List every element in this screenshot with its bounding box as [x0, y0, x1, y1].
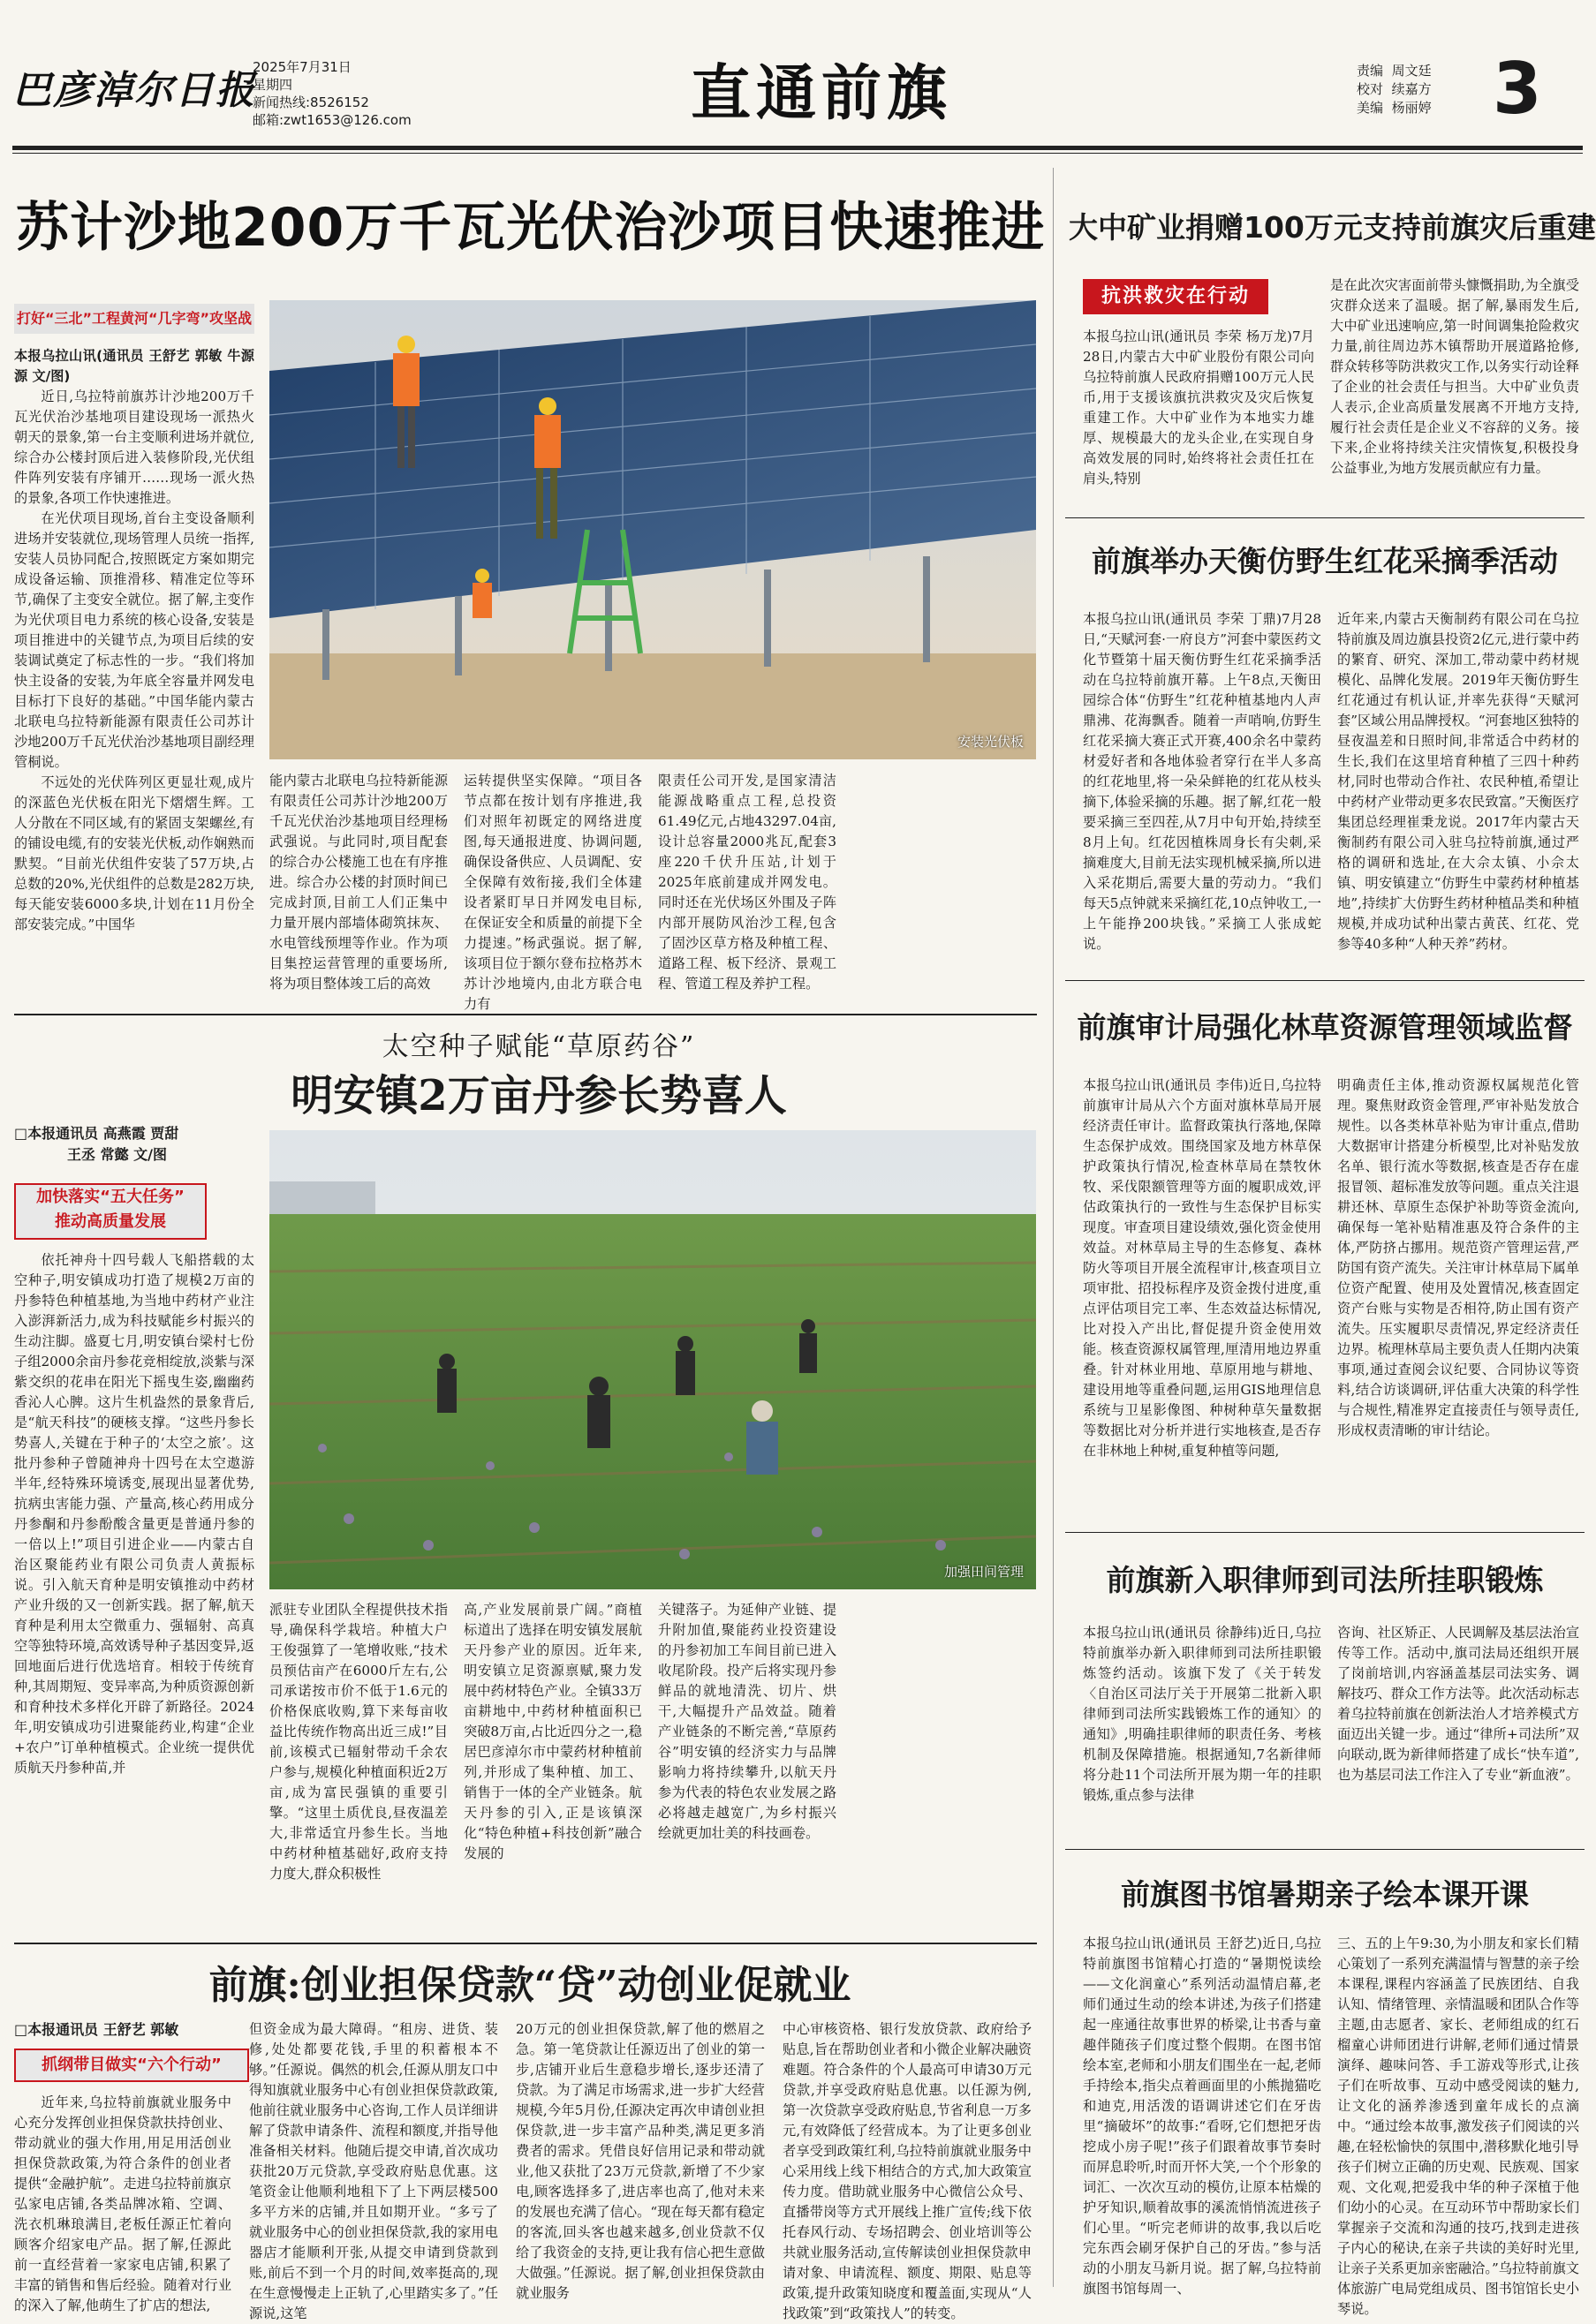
article-byline: □本报通讯员 王舒艺 郭敏: [14, 2021, 179, 2038]
editor-credits: [1357, 62, 1432, 117]
article-paragraph: 高,产业发展前景广阔。”商植标道出了选择在明安镇发展航天丹参产业的原因。近年来,明安镇立足资源禀赋,聚力发展中药材特色产业。全镇33万亩耕地中,中药材种植面积已突破8万亩,占比近四分之一,稳居巴彦淖尔市中蒙药材种植前列,并形成了集种植、加工、销售于一体的全产业链条。航天丹参的引入,正是该镇深化“特色种植+科技创新”融合发展的: [464, 1602, 642, 1861]
article-kicker: 太空种子赋能“草原药谷”: [382, 1031, 696, 1062]
article-topic-tag: 抗洪救灾在行动: [1083, 279, 1268, 314]
article-headline: 前旗新入职律师到司法所挂职锻炼: [1106, 1563, 1544, 1597]
article-column: [783, 2019, 1032, 2321]
article-paragraph: 不远处的光伏阵列区更显壮观,成片的深蓝色光伏板在阳光下熠熠生辉。工人分散在不同区域,有的紧固支架螺丝,有的铺设电缆,有的安装光伏板,动作娴熟而默契。“目前光伏组件安装了57万块,占总数的20%,光伏组件的总数是282万块,每天能安装6000多块,计划在11月份全部安装完成。”中国华: [14, 774, 254, 932]
issue-date: 2025年7月31日: [253, 59, 352, 75]
article-column: [1083, 1623, 1321, 1835]
article-column: [249, 2019, 498, 2321]
article-paragraph: 咨询、社区矫正、人民调解及基层法治宣传等工作。活动中,旗司法局还组织开展了岗前培训,内容涵盖基层司法实务、调解技巧、群众工作方法等。此次活动标志着乌拉特前旗在创新法治人才培养模式方面迈出关键一步。通过“律所+司法所”双向联动,既为新律师搭建了成长“快车道”,也为基层司法工作注入了专业“新血液”。: [1337, 1625, 1579, 1783]
article-headline: 大中矿业捐赠100万元支持前旗灾后重建: [1069, 210, 1596, 245]
article-column: [658, 771, 836, 1000]
editor-credit-line: 责编 周文廷: [1357, 63, 1432, 79]
article-headline: 明安镇2万亩丹参长势喜人: [291, 1071, 787, 1120]
article-paragraph: 但资金成为最大障碍。“租房、进货、装修,处处都要花钱,手里的积蓄根本不够。”任源说。偶然的机会,任源从朋友口中得知旗就业服务中心有创业担保贷款政策,他前往就业服务中心咨询,工作人员详细讲解了贷款申请条件、流程和额度,并指导他准备相关材料。他随后提交申请,首次成功获批20万元贷款,享受政府贴息优惠。这笔资金让他顺利地租下了上下两层楼500多平方米的店铺,并且如期开业。“多亏了就业服务中心的创业担保贷款,我的家用电器店才能顺利开张,从提交申请到贷款到账,前后不到一个月的时间,效率挺高的,现在生意慢慢走上正轨了,心里踏实多了。”任源说,这笔: [249, 2021, 498, 2321]
section-divider: [1065, 980, 1585, 981]
article-column: [1083, 609, 1321, 962]
article-column: [1337, 1623, 1579, 1835]
solar-panel-illustration: [269, 300, 1036, 759]
photo-caption: 安装光伏板: [957, 734, 1024, 750]
column-separator: [1053, 168, 1054, 2287]
article-column: [14, 2093, 231, 2313]
article-headline: 前旗:创业担保贷款“贷”动创业促就业: [208, 1963, 851, 2008]
article-paragraph: 关键落子。为延伸产业链、提升附加值,聚能药业投资建设的丹参初加工车间目前已进入收尾阶段。投产后将实现丹参鲜品的就地清洗、切片、烘干,大幅提升产品效益。随着产业链条的不断完善,“草原药谷”明安镇的经济实力与品牌影响力将持续攀升,以航天丹参为代表的特色农业发展之路必将越走越宽广,为乡村振兴绘就更加壮美的科技画卷。: [658, 1602, 836, 1841]
article-paragraph: 限责任公司开发,是国家清洁能源战略重点工程,总投资61.49亿元,占地43297.04亩,设计总容量2000兆瓦,配套3座220千伏升压站,计划于2025年底前建成并网发电。同时还在光伏场区外围及子阵内部开展防风治沙工程,包含了固沙区草方格及种植工程、道路工程、板下经济、景观工程、管道工程及养护工程。: [658, 773, 836, 992]
article-paragraph: 在光伏项目现场,首台主变设备顺利进场并安装就位,现场管理人员统一指挥,安装人员协同配合,按照既定方案如期完成设备运输、顶推滑移、精准定位等环节,确保了主变安全就位。据了解,主变作为光伏项目电力系统的核心设备,安装是项目推进中的关键节点,为项目后续的安装调试奠定了标志性的一步。“我们将加快主设备的安装,为年底全容量并网发电目标打下良好的基础。”中国华能内蒙古北联电乌拉特新能源有限责任公司苏计沙地200万千瓦光伏治沙基地项目副经理管桐说。: [14, 510, 254, 770]
article-paragraph: 本报乌拉山讯(通讯员 李荣 丁鼎)7月28日,“天赋河套·一府良方”河套中蒙医药文化节暨第十届天衡仿野生红花采摘季活动在乌拉特前旗开幕。上午8点,天衡田园综合体“仿野生”红花种植基地内人声鼎沸、花海飘香。随着一声哨响,仿野生红花采摘大赛正式开赛,400余名中蒙药材爱好者和各地体验者穿行在半人多高的红花地里,将一朵朵鲜艳的红花从枝头摘下,体验采摘的乐趣。据了解,红花一般要采摘三至四茬,从7月中旬开始,持续至8月上旬。红花因植株周身长有尖刺,采摘难度大,目前无法实现机械采摘,所以进入采花期后,需要大量的劳动力。“我们每天5点钟就来采摘红花,10点钟收工,一上午能挣200块钱。”采摘工人张成蛇说。: [1083, 611, 1321, 952]
editor-credit-line: 校对 续嘉方: [1357, 81, 1432, 97]
article-paragraph: 明确责任主体,推动资源权属规范化管理。聚焦财政资金管理,严审补贴发放合规性。以各类林草补贴为审计重点,借助大数据审计搭建分析模型,比对补贴发放名单、银行流水等数据,核查是否存在虚报冒领、超标准发放等问题。重点关注退耕还林、草原生态保护补助等资金流向,确保每一笔补贴精准惠及符合条件的主体,严防挤占挪用。规范资产管理运营,严防国有资产流失。关注审计林草局下属单位资产配置、使用及处置情况,核查固定资产台账与实物是否相符,防止国有资产流失。压实履职尽责情况,界定经济责任边界。梳理林草局主要负责人任期内决策事项,通过查阅会议纪要、合同协议等资料,结合访谈调研,评估重大决策的科学性与合规性,精准界定直接责任与领导责任,形成权责清晰的审计结论。: [1337, 1077, 1579, 1438]
field-illustration: [269, 1130, 1036, 1589]
article-paragraph: 近年来,内蒙古天衡制药有限公司在乌拉特前旗及周边旗县投资2亿元,进行蒙中药的繁育、研究、深加工,带动蒙中药材规模化、品牌化发展。2019年天衡仿野生红花通过有机认证,并率先获得“天赋河套”区域公用品牌授权。“河套地区独特的昼夜温差和日照时间,非常适合中药材的生长,我们在这里培育种植了三四十种药材,同时也带动合作社、农民种植,希望让中药材产业带动更多农民致富。”天衡医疗集团总经理崔秉龙说。2017年内蒙古天衡制药有限公司入驻乌拉特前旗,通过严格的调研和选址,在大佘太镇、小佘太镇、明安镇建立“仿野生中蒙药材种植基地”,持续扩大仿野生药材种植品类和种植规模,并成功试种出蒙古黄芪、红花、党参等40多种“人种天养”药材。: [1337, 611, 1579, 952]
article-column: [658, 1600, 836, 1935]
article-paragraph: 本报乌拉山讯(通讯员 李荣 杨万龙)7月28日,内蒙古大中矿业股份有限公司向乌拉特前旗人民政府捐赠100万元人民币,用于支援该旗抗洪救灾及灾后恢复重建工作。大中矿业作为本地实力雄厚、规模最大的龙头企业,在实现自身高效发展的同时,始终将社会责任扛在肩头,特别: [1083, 328, 1314, 487]
news-hotline: 新闻热线:8526152: [253, 94, 369, 110]
article-column: [14, 346, 254, 1000]
article-paragraph: 20万元的创业担保贷款,解了他的燃眉之急。第一笔贷款让任源迈出了创业的第一步,店铺开业后生意稳步增长,逐步还清了贷款。为了满足市场需求,进一步扩大经营规模,今年5月份,任源决定再次申请创业担保贷款,进一步丰富产品种类,满足更多消费者的需求。凭借良好信用记录和带动就业,他又获批了23万元贷款,新增了不少家电,顾客选择多了,进店率也高了,他对未来的发展也充满了信心。“现在每天都有稳定的客流,回头客也越来越多,创业贷款不仅给了我资金的支持,更让我有信心把生意做大做强。”任源说。据了解,创业担保贷款由就业服务: [516, 2021, 765, 2301]
article-column: [516, 2019, 765, 2301]
article-paragraph: 能内蒙古北联电乌拉特新能源有限责任公司苏计沙地200万千瓦光伏治沙基地项目经理杨武强说。与此同时,项目配套的综合办公楼施工也在有序推进。综合办公楼的封顶时间已完成封顶,目前工人们正集中力量开展内部墙体砌筑抹灰、水电管线预埋等作业。作为项目集控运营管理的重要场所,将为项目整体竣工后的高效: [269, 773, 448, 992]
contact-email: 邮箱:zwt1653@126.com: [253, 112, 412, 128]
article-column: [1337, 1075, 1579, 1517]
article-column: [1330, 275, 1579, 503]
section-divider: [14, 1943, 1037, 1944]
article-column: [464, 771, 642, 1012]
section-divider: [1065, 1849, 1585, 1850]
article-headline: 前旗审计局强化林草资源管理领域监督: [1077, 1010, 1573, 1045]
section-title: 直通前旗: [690, 58, 952, 129]
masthead-rule: [12, 146, 1583, 150]
article-paragraph: 运转提供坚实保障。“项目各节点都在按计划有序推进,我们对照年初既定的网络进度图,每天通报进度、协调问题,确保设备供应、人员调配、安全保障有效衔接,我们全体建设者紧盯早日并网发电目标,在保证安全和质量的前提下全力提速。”杨武强说。据了解,该项目位于额尔登布拉格苏木苏计沙地境内,由北方联合电力有: [464, 773, 642, 1012]
article-column: [1337, 609, 1579, 962]
article-topic-tag: 打好“三北”工程黄河“几字弯”攻坚战: [14, 304, 254, 334]
article-column: [464, 1600, 642, 1935]
article-column: [1083, 1934, 1321, 2297]
article-column: [1337, 1934, 1579, 2317]
danshen-field-photo: [269, 1130, 1036, 1589]
article-headline: 前旗图书馆暑期亲子绘本课开课: [1121, 1877, 1529, 1912]
page-number: 3: [1493, 48, 1542, 130]
article-headline: 前旗举办天衡仿野生红花采摘季活动: [1092, 544, 1558, 578]
section-divider: [1065, 517, 1585, 518]
article-topic-tag: 抓纲带目做实“六个行动”: [14, 2049, 249, 2082]
article-paragraph: 派驻专业团队全程提供技术指导,确保科学栽培。种植大户王俊强算了一笔增收账,“技术员预估亩产在6000斤左右,公司承诺按市价不低于1.6元的价格保底收购,算下来每亩收益比传统作物高出近三成!”目前,该模式已辐射带动千余农户参与,规模化种植面积近2万亩,成为富民强镇的重要引擎。“这里土质优良,昼夜温差大,非常适宜丹参生长。当地中药材种植基础好,政府支持力度大,群众积极性: [269, 1602, 448, 1882]
article-paragraph: 近年来,乌拉特前旗就业服务中心充分发挥创业担保贷款扶持创业、带动就业的强大作用,用足用活创业担保贷款政策,为符合条件的创业者提供“金融护航”。走进乌拉特前旗京弘家电店铺,各类品牌冰箱、空调、洗衣机琳琅满目,老板任源正忙着向顾客介绍家电产品。据了解,任源此前一直经营着一家家电店铺,积累了丰富的销售和售后经验。随着对行业的深入了解,他萌生了扩店的想法,: [14, 2094, 231, 2313]
article-column: [1083, 1075, 1321, 1517]
article-column: [269, 1600, 448, 1935]
masthead-rule-thin: [12, 153, 1583, 154]
article-paragraph: 本报乌拉山讯(通讯员 王舒艺)近日,乌拉特前旗图书馆精心打造的“暑期悦读绘——文化润童心”系列活动温情启幕,老师们通过生动的绘本讲述,为孩子们搭建起一座通往故事世界的桥梁,让书香与童趣伴随孩子们度过整个假期。在图书馆绘本室,老师和小朋友们围坐在一起,老师手持绘本,指尖点着画面里的小熊抛猫吃和迪克,用活泼的语调讲述它们在牙齿里“摘破坏”的故事:“看呀,它们想把牙齿挖成小房子呢!”孩子们跟着故事节奏时而屏息聆听,时而开怀大笑,一个个形象的词汇、一次次互动的模仿,让原本枯燥的护牙知识,顺着故事的溪流悄悄流进孩子们心里。“听完老师讲的故事,我以后吃完东西会刷牙保护自己的牙齿。”参与活动的小朋友马新月说。据了解,乌拉特前旗图书馆每周一、: [1083, 1935, 1321, 2297]
section-divider: [1065, 1532, 1585, 1533]
section-divider: [14, 1014, 1037, 1015]
article-paragraph: 本报乌拉山讯(通讯员 李伟)近日,乌拉特前旗审计局从六个方面对旗林草局开展经济责任审计。监督政策执行落地,保障生态保护成效。围绕国家及地方林草保护政策执行情况,检查林草局在禁牧休牧、采伐限额管理等方面的履职成效,评估政策执行的一致性与生态保护目标实现度。审查项目建设绩效,强化资金使用效益。对林草局主导的生态修复、森林防火等项目开展全流程审计,核查项目立项审批、招投标程序及资金拨付进度,重点评估项目完工率、生态效益达标情况,比对投入产出比,督促提升资金使用效能。核查资源权属管理,厘清用地边界重叠。针对林业用地、草原用地与耕地、建设用地等重叠问题,运用GIS地理信息系统与卫星影像图、种树种草矢量数据等数据比对分析并进行实地核查,是否存在非林地上种树,重复种植等问题,: [1083, 1077, 1321, 1459]
article-paragraph: 依托神舟十四号载人飞船搭载的太空种子,明安镇成功打造了规模2万亩的丹参特色种植基地,为当地中药材产业注入澎湃新活力,成为科技赋能乡村振兴的生动注脚。盛夏七月,明安镇台梁村七份子组2000余亩丹参花竞相绽放,淡紫与深紫交织的花串在阳光下摇曳生姿,幽幽药香沁人心脾。这片生机盎然的景象背后,是“航天科技”的硬核支撑。“这些丹参长势喜人,关键在于种子的‘太空之旅’。这批丹参种子曾随神舟十四号在太空遨游半年,经特殊环境诱变,展现出显著优势,抗病虫害能力强、产量高,核心药用成分丹参酮和丹参酚酸含量更是普通丹参的一倍以上!”项目引进企业——内蒙古自治区聚能药业有限公司负责人黄振标说。引入航天育种是明安镇推动中药材产业升级的又一创新实践。据了解,航天育种是利用太空微重力、强辐射、高真空等独特环境,高效诱导种子基因变异,返回地面后进行优选培育。相较于传统育种,其周期短、变异率高,为种质资源创新和育种技术多样化开辟了新路径。2024年,明安镇成功引进聚能药业,构建“企业+农户”订单种植模式。企业统一提供优质航天丹参种苗,并: [14, 1252, 254, 1776]
photo-caption: 加强田间管理: [943, 1564, 1024, 1580]
article-paragraph: 三、五的上午9:30,为小朋友和家长们精心策划了一系列充满温情与智慧的亲子绘本课程,课程内容涵盖了民族团结、自我认知、情绪管理、亲情温暖和团队合作等主题,由志愿者、家长、老师组成的红石榴童心讲师团进行讲解,老师们通过情景演绎、趣味问答、手工游戏等形式,让孩子们在听故事、互动中感受阅读的魅力,让文化的涵养渗透到童年成长的点滴中。“通过绘本故事,激发孩子们阅读的兴趣,在轻松愉快的氛围中,潜移默化地引导孩子们树立正确的历史观、民族观、国家观、文化观,把爱我中华的种子深植于他们幼小的心灵。在互动环节中帮助家长们掌握亲子交流和沟通的技巧,找到走进孩子内心的秘诀,在亲子共读的美好时光里,让亲子关系更加亲密融洽。”乌拉特前旗文体旅游广电局党组成员、图书馆馆长史小琴说。: [1337, 1935, 1579, 2317]
article-column: [1083, 327, 1314, 503]
solar-installation-photo: [269, 300, 1036, 759]
article-topic-tag: 加快落实“五大任务” 推动高质量发展: [14, 1183, 207, 1240]
article-byline: 本报乌拉山讯(通讯员 王舒艺 郭敏 牛源源 文/图): [14, 348, 254, 384]
article-byline: □本报通讯员 高燕霞 贾甜 王丞 常懿 文/图: [14, 1125, 179, 1163]
article-headline: 苏计沙地200万千瓦光伏治沙项目快速推进: [16, 197, 1046, 259]
article-paragraph: 本报乌拉山讯(通讯员 徐静纬)近日,乌拉特前旗举办新入职律师到司法所挂职锻炼签约活动。该旗下发了《关于转发〈自治区司法厅关于开展第二批新入职律师到司法所实践锻炼工作的通知〉的通知》,明确挂职律师的职责任务、考核机制及保障措施。根据通知,7名新律师将分赴11个司法所开展为期一年的挂职锻炼,重点参与法律: [1083, 1625, 1321, 1803]
issue-info: [253, 58, 412, 129]
paper-name-logo: 巴彦淖尔日报: [12, 68, 256, 113]
article-paragraph: 近日,乌拉特前旗苏计沙地200万千瓦光伏治沙基地项目建设现场一派热火朝天的景象,第一台主变顺利进场并就位,综合办公楼封顶后进入装修阶段,光伏组件阵列安装有序铺开……现场一派火热的景象,各项工作快速推进。: [14, 389, 254, 506]
article-column: [14, 1250, 254, 1935]
article-paragraph: 是在此次灾害面前带头慷慨捐助,为全旗受灾群众送来了温暖。据了解,暴雨发生后,大中矿业迅速响应,第一时间调集抢险救灾力量,前往周边苏木镇帮助开展道路抢修,群众转移等防洪救灾工作,以务实行动诠释了企业的社会责任与担当。大中矿业负责人表示,企业高质量发展离不开地方支持,履行社会责任是企业义不容辞的义务。接下来,企业将持续关注灾情恢复,积极投身公益事业,为地方发展贡献应有力量。: [1330, 277, 1579, 476]
issue-weekday: 星期四: [253, 77, 293, 93]
article-paragraph: 中心审核资格、银行发放贷款、政府给予贴息,旨在帮助创业者和小微企业解决融资难题。符合条件的个人最高可申请30万元贷款,并享受政府贴息优惠。以任源为例,第一次贷款享受政府贴息,节省利息一万多元,有效降低了经营成本。为了让更多创业者享受到政策红利,乌拉特前旗就业服务中心采用线上线下相结合的方式,加大政策宣传力度。借助就业服务中心微信公众号、直播带岗等方式开展线上推广宣传;线下依托春风行动、专场招聘会、创业培训等公共就业服务活动,宣传解读创业担保贷款申请对象、申请流程、额度、期限、贴息等政策,提升政策知晓度和覆盖面,实现从“人找政策”到“政策找人”的转变。: [783, 2021, 1032, 2321]
editor-credit-line: 美编 杨丽婷: [1357, 100, 1432, 116]
article-column: [269, 771, 448, 1000]
